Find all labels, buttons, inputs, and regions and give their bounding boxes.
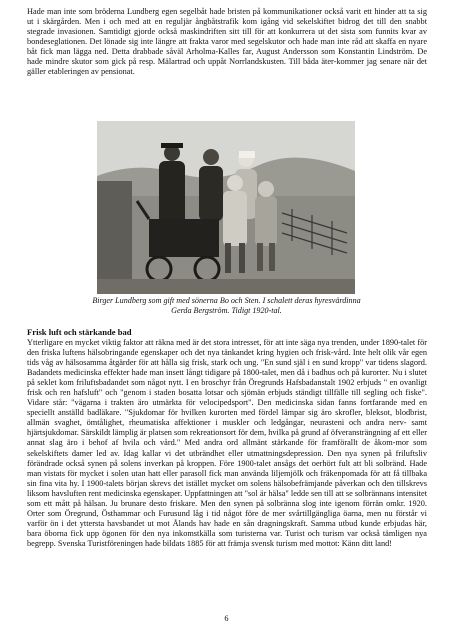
photo-caption: [40, 296, 413, 317]
historical-photograph: [97, 121, 355, 294]
section-heading: Frisk luft och stärkande bad: [27, 327, 132, 337]
photo-caption-line-1: Birger Lundberg som gift med sönerna Bo och Sten. I schalett deras hyresvärdinna: [92, 296, 361, 305]
photo-caption-line-2: Gerda Bergström. Tidigt 1920-tal.: [171, 306, 282, 316]
intro-paragraph: Hade man inte som bröderna Lundberg egen segelbåt hade bristen på kommunikationer också varit ett hinder att ta sig ut i skärgården. Men i och med att en reguljär ångbåtstrafik kom igång vid sekelskiftet bidrog det till den snabbt stegrade invasionen. Samtidigt gjorde också maskindriften sitt till för att konkurrera ut det sista som funnits kvar av bondeseglationen. Det lönade sig inte längre att frakta varor med segelskutor och hade man inte råd att skaffa en nyare båt fick man lägga ned. Detta drabbade såväl Arholma-Kalles far, August Andersson som Konstantin Lindström. De hade mindre skutor som gick på resp. Mälartrad och uppåt Norrlandskusten. Till båda äter-kommer jag senare när det gäller etableringen av pensionat.: [27, 7, 427, 77]
photo-illustration: [97, 121, 355, 294]
page-number: 6: [224, 614, 229, 623]
section-body: Ytterligare en mycket viktig faktor att räkna med är det stora intresset, för att inte säga nya trenden, under 1890-talet för den friska luftens hälsobringande egenskaper och det nya tänkandet kring hygien och frisk-vård. Inte helt olik vår egen tids våg av hälsosamma åtgärder för att hålla sig frisk, stark och ung. "En sund själ i en sund kropp" var tidens slagord. Badandets medicinska effekter hade man insett långt tidigare på 1800-talet, men då i badhus och på kurorter. Nu i slutet på seklet kom friluftsbadandet som något nytt. I en broschyr från Öregrunds Hafsbadanstalt 1902 erbjuds " en ovanligt frisk och ren hafsluft" och "genom i staden bosatta lotsar och sjömän erbjuds ständigt tillfälle till segling och fiske". Vidare står: "vägarna i trakten äro utmärkta för velocipedsport". Den medicinska sidan fanns fortfarande med en speciellt anställd badläkare. "Sjukdomar för hvilken kurorten med fördel lämpar sig äro skrofler, bleksot, blodbrist, allmän svaghet, ömtålighet, rheumatiska affektioner i muskler och ledgångar, neurasteni och andra nerv- samt hjärtsjukdomar. Särskildt lämplig är platsen som rekreationsort för dem, hvilka på grund af öfveransträngning af ett eller annat slag äro i behof af hvila och vård." Med andra ord allmänt stärkande för framförallt de åkom-mor som sekelskiftets damer led av. Idag kallar vi det utbrändhet eller utmattningsdepression. Den nya synen på friluftsliv förändrade också synen på solens inverkan på kroppen. Före 1900-talet ansågs det oerhört fult att bli solbränd. Hade man vistats för mycket i solen utan hatt eller parasoll fick man använda liljemjölk och fräkenpomada för att få tillbaka sin fina vita hy. I 1900-talets början skrevs det istället mycket om solens hälsobefrämjande påverkan och den tillskrevs liksom havsluften rent medicinska egenskaper. Uppfattningen att "sol är hälsa" ledde sen till att se solbrännans intensitet som ett mått på hälsan. Ju brunare desto friskare. Men den synen på solbränna slog inte igenom förrän omkr. 1920. Orter som Öregrund, Östhammar och Furusund låg i tid något före de mer svårtillgängliga öarna, men nu förstår vi varför ön i det yttersta havsbandet ut mot Ålands hav hade en sån dragningskraft. Samma utbud kunde erbjudas här, bara öborna fick upp ögonen för den nya inkomstkälla som turisterna var. Turist och turism var också tämligen nya begrepp. Svenska Turistföreningen hade bildats 1885 för att främja svensk turism med mottot: Känn ditt land!: [27, 338, 427, 548]
